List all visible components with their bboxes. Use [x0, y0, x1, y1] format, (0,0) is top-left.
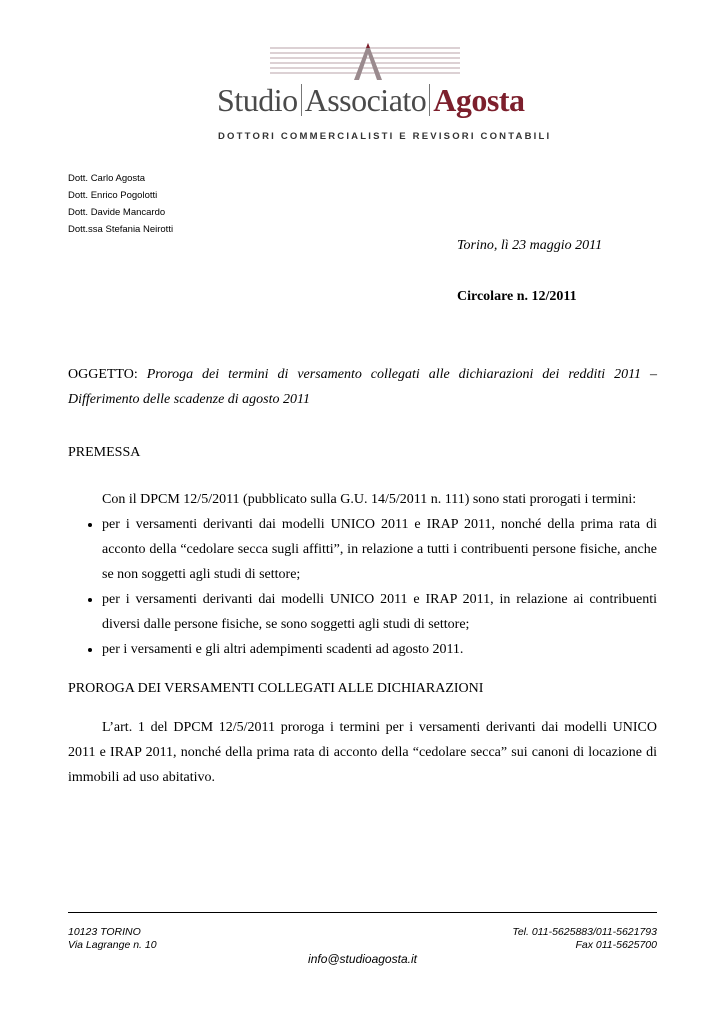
- footer-contacts: [512, 926, 657, 952]
- bullet-list: [68, 512, 657, 662]
- premessa-heading: PREMESSA: [68, 445, 141, 460]
- footer-cap-city: 10123 TORINO: [68, 926, 141, 938]
- section-paragraph: L’art. 1 del DPCM 12/5/2011 proroga i termini per i versamenti derivanti dai modelli UNICO 2011 e IRAP 2011, nonché della prima rata di acconto della “cedolare secca” sui canoni di locazione di immobili ad uso abitativo.: [68, 720, 657, 785]
- partners-list: [68, 170, 173, 238]
- logo-pyramid-graphic: [270, 40, 460, 82]
- logo-wordmark: [217, 82, 525, 119]
- circular-number: Circolare n. 12/2011: [457, 289, 577, 304]
- logo-associato: Associato: [304, 82, 427, 118]
- logo-separator: [429, 84, 430, 116]
- section-heading: PROROGA DEI VERSAMENTI COLLEGATI ALLE DICHIARAZIONI: [68, 681, 484, 696]
- logo-tagline: DOTTORI COMMERCIALISTI E REVISORI CONTABILI: [218, 131, 552, 142]
- list-item: • per i versamenti derivanti dai modelli UNICO 2011 e IRAP 2011, in relazione ai contribuenti diversi dalle persone fisiche, se sono soggetti agli studi di settore;: [102, 587, 657, 637]
- logo-separator: [301, 84, 302, 116]
- logo-studio: Studio: [217, 82, 298, 118]
- footer-divider: [68, 912, 657, 913]
- partner-name: Dott. Enrico Pogolotti: [68, 190, 158, 201]
- partner-name: Dott. Carlo Agosta: [68, 173, 146, 184]
- logo-agosta: Agosta: [433, 82, 525, 118]
- subject-line: [68, 362, 657, 412]
- partner-name: Dott.ssa Stefania Neirotti: [68, 224, 174, 235]
- footer-tel: Tel. 011-5625883/011-5621793: [512, 926, 657, 938]
- footer-street: Via Lagrange n. 10: [68, 939, 157, 951]
- letterhead-logo: [0, 40, 725, 150]
- list-item: • per i versamenti e gli altri adempimenti scadenti ad agosto 2011.: [102, 637, 657, 662]
- footer-email[interactable]: info@studioagosta.it: [308, 952, 417, 966]
- subject-label: OGGETTO:: [68, 367, 138, 382]
- letter-body: [68, 362, 657, 790]
- footer-fax: Fax 011-5625700: [575, 939, 657, 951]
- partner-name: Dott. Davide Mancardo: [68, 207, 166, 218]
- letter-date: Torino, lì 23 maggio 2011: [457, 238, 603, 253]
- premessa-intro: Con il DPCM 12/5/2011 (pubblicato sulla G.U. 14/5/2011 n. 111) sono stati prorogati i termini:: [102, 492, 637, 507]
- list-item: • per i versamenti derivanti dai modelli UNICO 2011 e IRAP 2011, nonché della prima rata di acconto della “cedolare secca sugli affitti”, in relazione a tutti i contribuenti persone fisiche, anche se non soggetti agli studi di settore;: [102, 512, 657, 587]
- subject-text: Proroga dei termini di versamento collegati alle dichiarazioni dei redditi 2011 – Differimento delle scadenze di agosto 2011: [68, 367, 658, 407]
- footer-address: [68, 926, 157, 952]
